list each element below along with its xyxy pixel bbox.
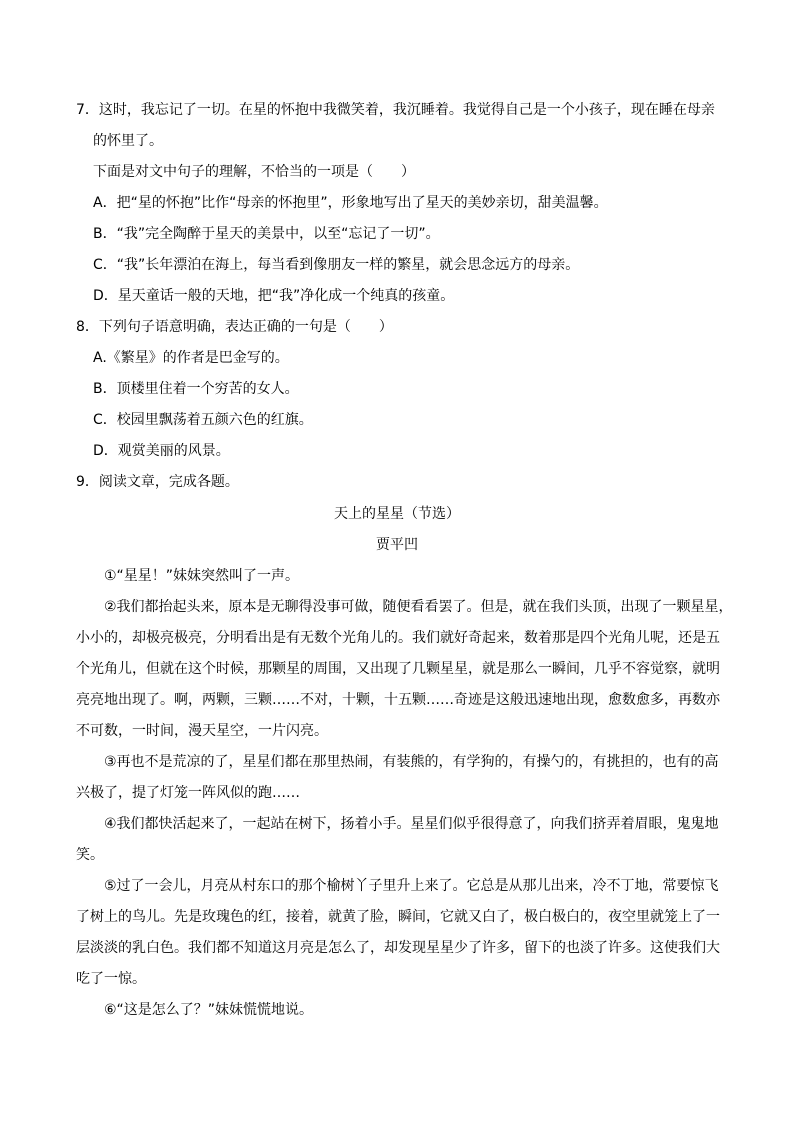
q7-option-c: C．“我”长年漂泊在海上，每当看到像朋友一样的繁星，就会思念远方的母亲。 <box>93 257 580 273</box>
passage-line: 兴极了，提了灯笼一阵风似的跑…… <box>76 785 300 801</box>
passage-line: 吃了一惊。 <box>76 971 146 987</box>
q9-stem: 9．阅读文章，完成各题。 <box>76 474 239 490</box>
q7-prompt: 下面是对文中句子的理解，不恰当的一项是（ ） <box>93 164 415 180</box>
passage-line: ④我们都快活起来了，一起站在树下，扬着小手。星星们似乎很得意了，向我们挤弄着眉眼，鬼鬼地 <box>104 816 719 832</box>
passage-author: 贾平凹 <box>376 537 418 553</box>
passage-line: ⑤过了一会儿，月亮从村东口的那个榆树丫子里升上来了。它总是从那儿出来，冷不丁地，常要惊飞 <box>104 878 719 894</box>
q8-stem: 8．下列句子语意明确，表达正确的一句是（ ） <box>76 319 393 335</box>
q7-stem-line1: 7．这时，我忘记了一切。在星的怀抱中我微笑着，我沉睡着。我觉得自己是一个小孩子，现在睡在母亲 <box>76 102 715 118</box>
passage-line: ②我们都抬起头来，原本是无聊得没事可做，随便看看罢了。但是，就在我们头顶，出现了一颗星星， <box>104 599 733 615</box>
passage-line: 小小的，却极亮极亮，分明看出是有无数个光角儿的。我们就好奇起来，数着那是四个光角儿呢，还是五 <box>76 630 720 646</box>
passage-line: 层淡淡的乳白色。我们都不知道这月亮是怎么了，却发现星星少了许多，留下的也淡了许多。这使我们大 <box>76 940 720 956</box>
passage-line: 亮亮地出现了。啊，两颗，三颗……不对，十颗，十五颗……奇迹是这般迅速地出现，愈数愈多，再数亦 <box>76 692 720 708</box>
passage-line: 个光角儿，但就在这个时候，那颗星的周围，又出现了几颗星星，就是那么一瞬间，几乎不容觉察，就明 <box>76 661 720 677</box>
passage-line: ①“星星！”妹妹突然叫了一声。 <box>104 568 300 584</box>
passage-line: 不可数，一时间，漫天星空，一片闪亮。 <box>76 723 328 739</box>
passage-title: 天上的星星（节选） <box>334 506 460 522</box>
passage-line: ③再也不是荒凉的了，星星们都在那里热闹，有装熊的，有学狗的，有操勺的，有挑担的，也有的高 <box>104 754 719 770</box>
q7-option-d: D．星天童话一般的天地，把“我”净化成一个纯真的孩童。 <box>93 288 455 304</box>
passage-line: 了树上的鸟儿。先是玫瑰色的红，接着，就黄了脸，瞬间，它就又白了，极白极白的，夜空里就笼上了一 <box>76 909 720 925</box>
passage-line: ⑥“这是怎么了？”妹妹慌慌地说。 <box>104 1002 314 1018</box>
q8-option-c: C．校园里飘荡着五颜六色的红旗。 <box>93 412 313 428</box>
q8-option-a: A.《繁星》的作者是巴金写的。 <box>93 350 289 366</box>
q7-stem-line2: 的怀里了。 <box>93 133 163 149</box>
q8-option-b: B．顶楼里住着一个穷苦的女人。 <box>93 381 299 397</box>
passage-line: 笑。 <box>76 847 104 863</box>
q7-option-a: A．把“星的怀抱”比作“母亲的怀抱里”，形象地写出了星天的美妙亲切，甜美温馨。 <box>93 195 608 211</box>
q7-option-b: B．“我”完全陶醉于星天的美景中，以至“忘记了一切”。 <box>93 226 440 242</box>
q8-option-d: D．观赏美丽的风景。 <box>93 443 230 459</box>
